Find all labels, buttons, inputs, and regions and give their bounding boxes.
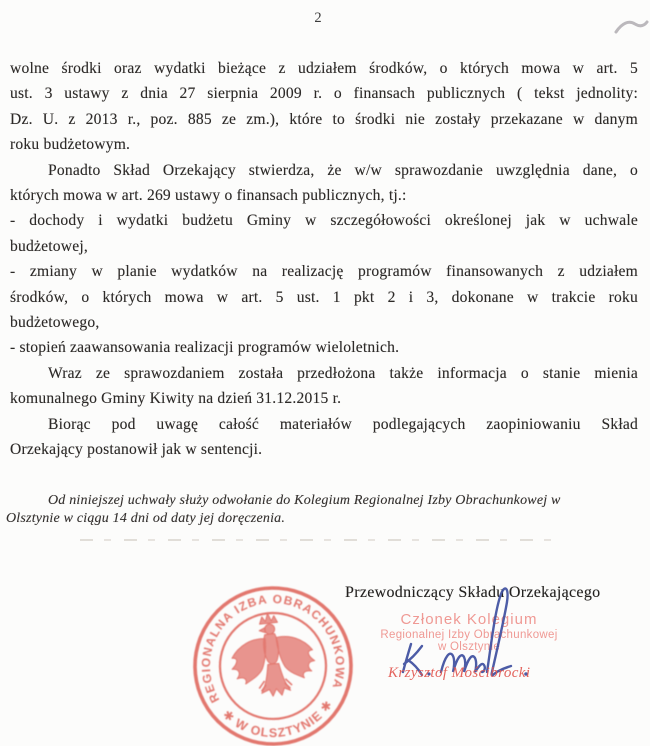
body-line: Orzekający postanowił jak w sentencji. [10,441,263,459]
body-line: - dochody i wydatki budżetu Gminy w szczegółowości określonej jak w uchwale [10,212,638,230]
body-line: Wraz ze sprawozdaniem została przedłożona także informacja o stanie mienia [48,364,638,382]
page-number: 2 [314,10,322,26]
appeal-line: Od niniejszej uchwały służy odwołanie do Kolegium Regionalnej Izby Obrachunkowej w [48,493,561,508]
member-stamp-line: Członek Kolegium [400,611,538,628]
body-line: roku budżetowym. [10,136,131,154]
body-line: - stopień zaawansowania realizacji programów wieloletnich. [10,339,400,357]
body-line: których mowa w art. 269 ustawy o finansach publicznych, tj.: [10,187,407,205]
scan-smudge-line [80,539,562,541]
body-line: Biorąc pod uwagę całość materiałów podlegających zaopiniowaniu Skład [48,415,638,433]
body-text [10,56,638,463]
body-line: środków, o których mowa w art. 5 ust. 1 pkt 2 i 3, dokonane w trakcie roku [10,288,638,306]
body-line: ust. 3 ustawy z dnia 27 sierpnia 2009 r. o finansach publicznych ( tekst jednolity: [10,85,638,103]
signature-heading: Przewodniczący Składu Orzekającego [345,584,601,601]
seal-arc-top-text: REGIONALNA IZBA OBRACHUNKOWA [198,591,348,706]
body-line: komunalnego Gminy Kiwity na dzień 31.12.2015 r. [10,390,342,408]
body-line: wolne środki oraz wydatki bieżące z udziałem środków, o których mowa w art. 5 [10,60,638,77]
body-line: Dz. U. z 2013 r., poz. 885 ze zm.), które to środki nie zostały przekazane w danym [10,110,638,128]
body-line: - zmiany w planie wydatków na realizację programów finansowanych z udziałem [10,263,638,281]
seal-arc-bottom-text: ✱ W OLSZTYNIE ✱ [219,697,336,741]
body-line: budżetowego, [10,314,100,332]
scan-artifact-squiggle [613,16,650,40]
appeal-clause [6,492,640,527]
member-stamp-line: Regionalnej Izby Obrachunkowej [380,629,558,641]
member-stamp-line: w Olsztynie [437,641,501,653]
body-line: Ponadto Skład Orzekający stwierdza, że w/w sprawozdanie uwzględnia dane, o [48,161,638,179]
body-line: budżetowej, [10,237,88,255]
signer-name: Krzysztof Mościbrocki [388,665,531,681]
appeal-line: Olsztynie w ciągu 14 dni od daty jej doręczenia. [6,510,286,526]
official-seal [188,584,358,746]
